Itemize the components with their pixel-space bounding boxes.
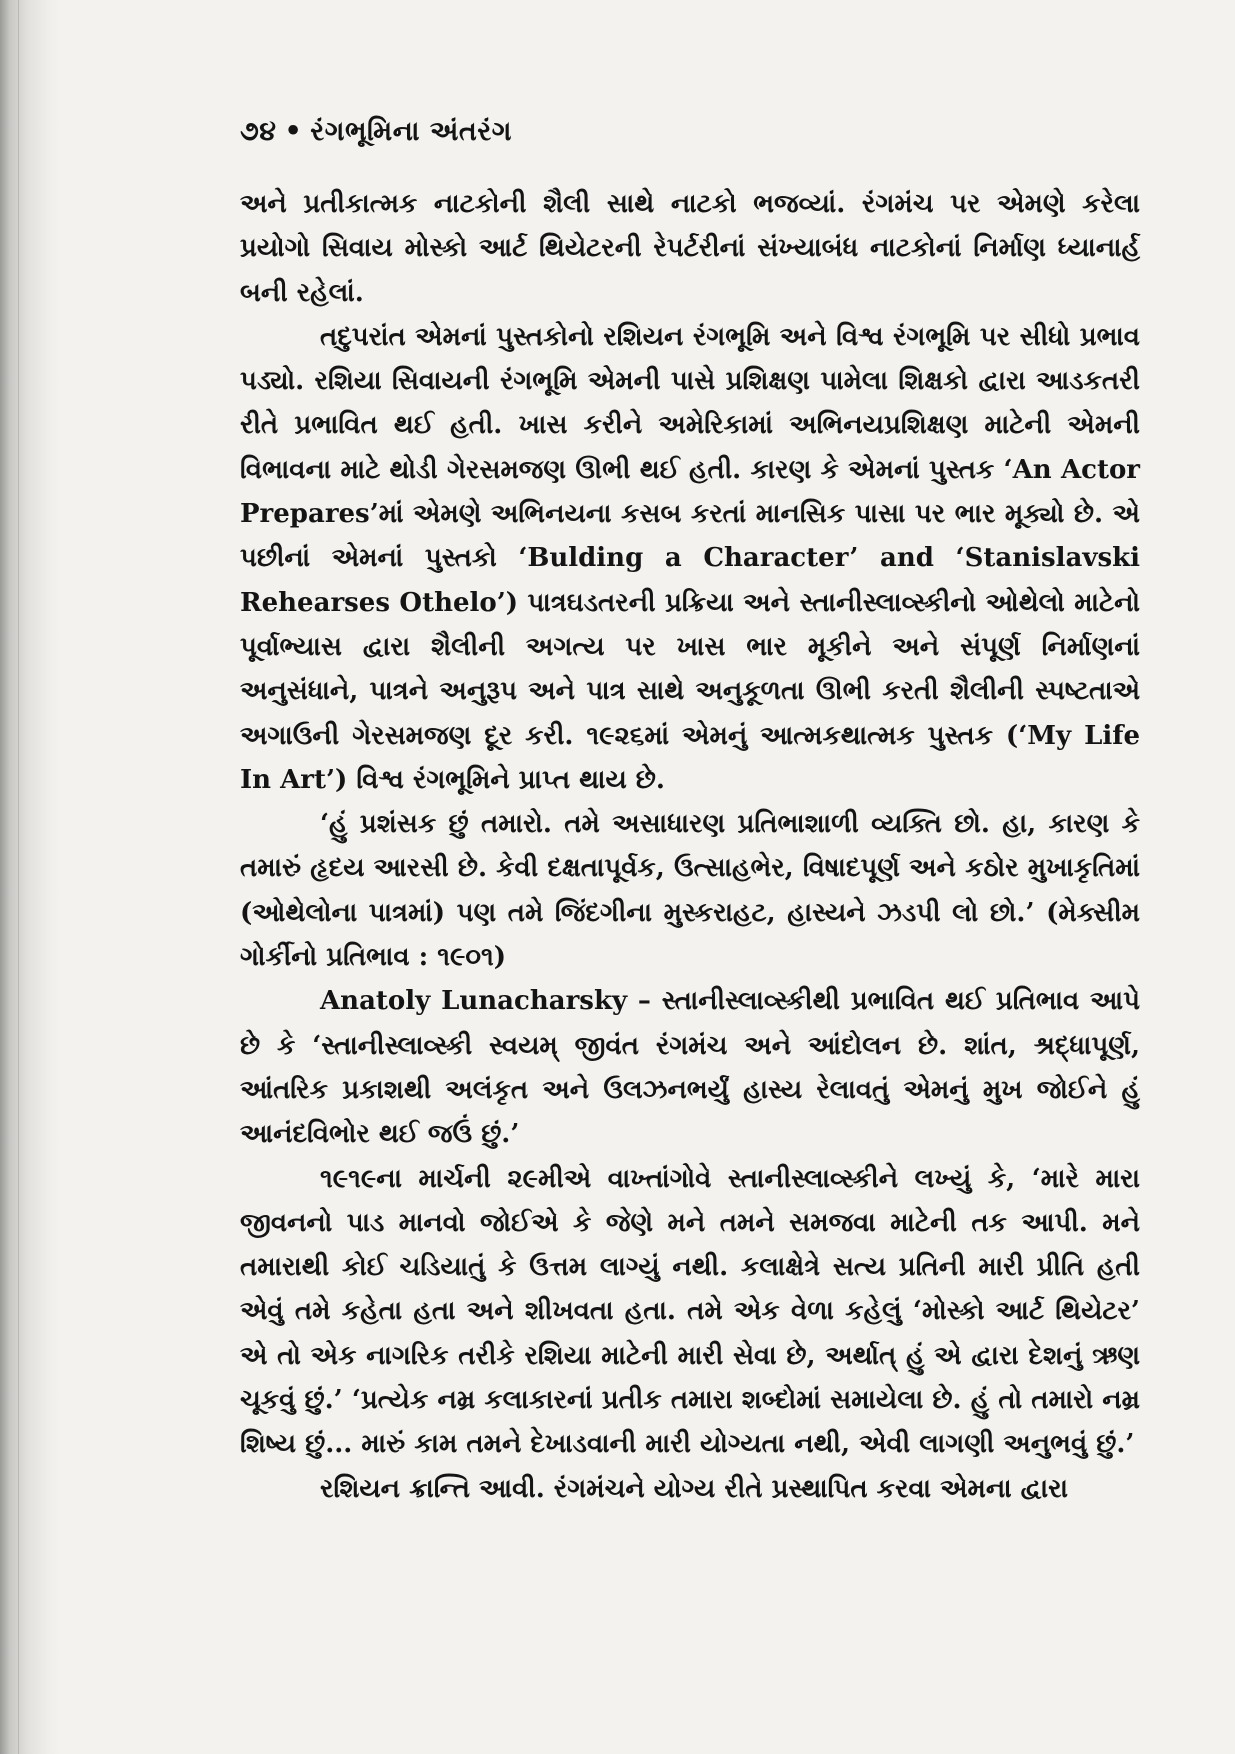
body-text [240,182,1140,1511]
paragraph-4: Anatoly Lunacharsky – સ્તાનીસ્લાવ્સ્કીથી પ્રભાવિત થઈ પ્રતિભાવ આપે છે કે ‘સ્તાનીસ્લાવ્સ્કી સ્વયમ્ જીવંત રંગમંચ અને આંદોલન છે. શાંત, શ્રદ્ધાપૂર્ણ, આંતરિક પ્રકાશથી અલંકૃત અને ઉલઝનભર્યું હાસ્ય રેલાવતું એમનું મુખ જોઈને હું આનંદવિભોર થઈ જઉં છું.’ [240,986,1140,1150]
running-head [240,116,512,148]
paragraph-5: ૧૯૧૯ના માર્ચની ૨૯મીએ વાખ્તાંગોવે સ્તાનીસ્લાવ્સ્કીને લખ્યું કે, ‘મારે મારા જીવનનો પાડ માનવો જોઈએ કે જેણે મને તમને સમજવા માટેની તક આપી. મને તમારાથી કોઈ ચડિયાતું કે ઉત્તમ લાગ્યું નથી. કલાક્ષેત્રે સત્ય પ્રતિની મારી પ્રીતિ હતી એવું તમે કહેતા હતા અને શીખવતા હતા. તમે એક વેળા કહેલું ‘મોસ્કો આર્ટ થિયેટર’ એ તો એક નાગરિક તરીકે રશિયા માટેની મારી સેવા છે, અર્થાત્ હું એ દ્વારા દેશનું ઋણ ચૂકવું છું.’ ‘પ્રત્યેક નમ્ર કલાકારનાં પ્રતીક તમારા શબ્દોમાં સમાયેલા છે. હું તો તમારો નમ્ર શિષ્ય છું... મારું કામ તમને દેખાડવાની મારી યોગ્યતા નથી, એવી લાગણી અનુભવું છું.’ [240,1163,1140,1460]
paragraph-1: અને પ્રતીકાત્મક નાટકોની શૈલી સાથે નાટકો ભજવ્યાં. રંગમંચ પર એમણે કરેલા પ્રયોગો સિવાય મોસ્કો આર્ટ થિયેટરની રેપર્ટરીનાં સંખ્યાબંધ નાટકોનાં નિર્માણ ધ્યાનાર્હ બની રહેલાં. [240,189,1140,308]
page-edge-shadow [0,0,60,1754]
paragraph-3: ‘હું પ્રશંસક છું તમારો. તમે અસાધારણ પ્રતિભાશાળી વ્યક્તિ છો. હા, કારણ કે તમારું હૃદય આરસી છે. કેવી દક્ષતાપૂર્વક, ઉત્સાહભેર, વિષાદપૂર્ણ અને કઠોર મુખાકૃતિમાં (ઓથેલોના પાત્રમાં) પણ તમે જિંદગીના મુસ્કરાહટ, હાસ્યને ઝડપી લો છો.’ (મેક્સીમ ગોર્કીનો પ્રતિભાવ : ૧૯૦૧) [240,809,1140,973]
page-number: ૭૪ [240,116,277,147]
paragraph-6: રશિયન ક્રાન્તિ આવી. રંગમંચને યોગ્ય રીતે પ્રસ્થાપિત કરવા એમના દ્વારા [320,1473,1068,1504]
book-title: રંગભૂમિના અંતરંગ [310,116,512,147]
paragraph-2: તદુપરાંત એમનાં પુસ્તકોનો રશિયન રંગભૂમિ અને વિશ્વ રંગભૂમિ પર સીધો પ્રભાવ પડ્યો. રશિયા સિવાયની રંગભૂમિ એમની પાસે પ્રશિક્ષણ પામેલા શિક્ષકો દ્વારા આડકતરી રીતે પ્રભાવિત થઈ હતી. ખાસ કરીને અમેરિકામાં અભિનયપ્રશિક્ષણ માટેની એમની વિભાવના માટે થોડી ગેરસમજણ ઊભી થઈ હતી. કારણ કે એમનાં પુસ્તક ‘An Actor Prepares’માં એમણે અભિનયના કસબ કરતાં માનસિક પાસા પર ભાર મૂક્યો છે. એ પછીનાં એમનાં પુસ્તકો ‘Bulding a Character’ and ‘Stanislavski Rehearses Othelo’) પાત્રઘડતરની પ્રક્રિયા અને સ્તાનીસ્લાવ્સ્કીનો ઓથેલો માટેનો પૂર્વાભ્યાસ દ્વારા શૈલીની અગત્ય પર ખાસ ભાર મૂકીને અને સંપૂર્ણ નિર્માણનાં અનુસંધાને, પાત્રને અનુરૂપ અને પાત્ર સાથે અનુકૂળતા ઊભી કરતી શૈલીની સ્પષ્ટતાએ અગાઉની ગેરસમજણ દૂર કરી. ૧૯૨૬માં એમનું આત્મકથાત્મક પુસ્તક (‘My Life In Art’) વિશ્વ રંગભૂમિને પ્રાપ્ત થાય છે. [240,321,1140,795]
header-bullet: • [284,116,303,147]
